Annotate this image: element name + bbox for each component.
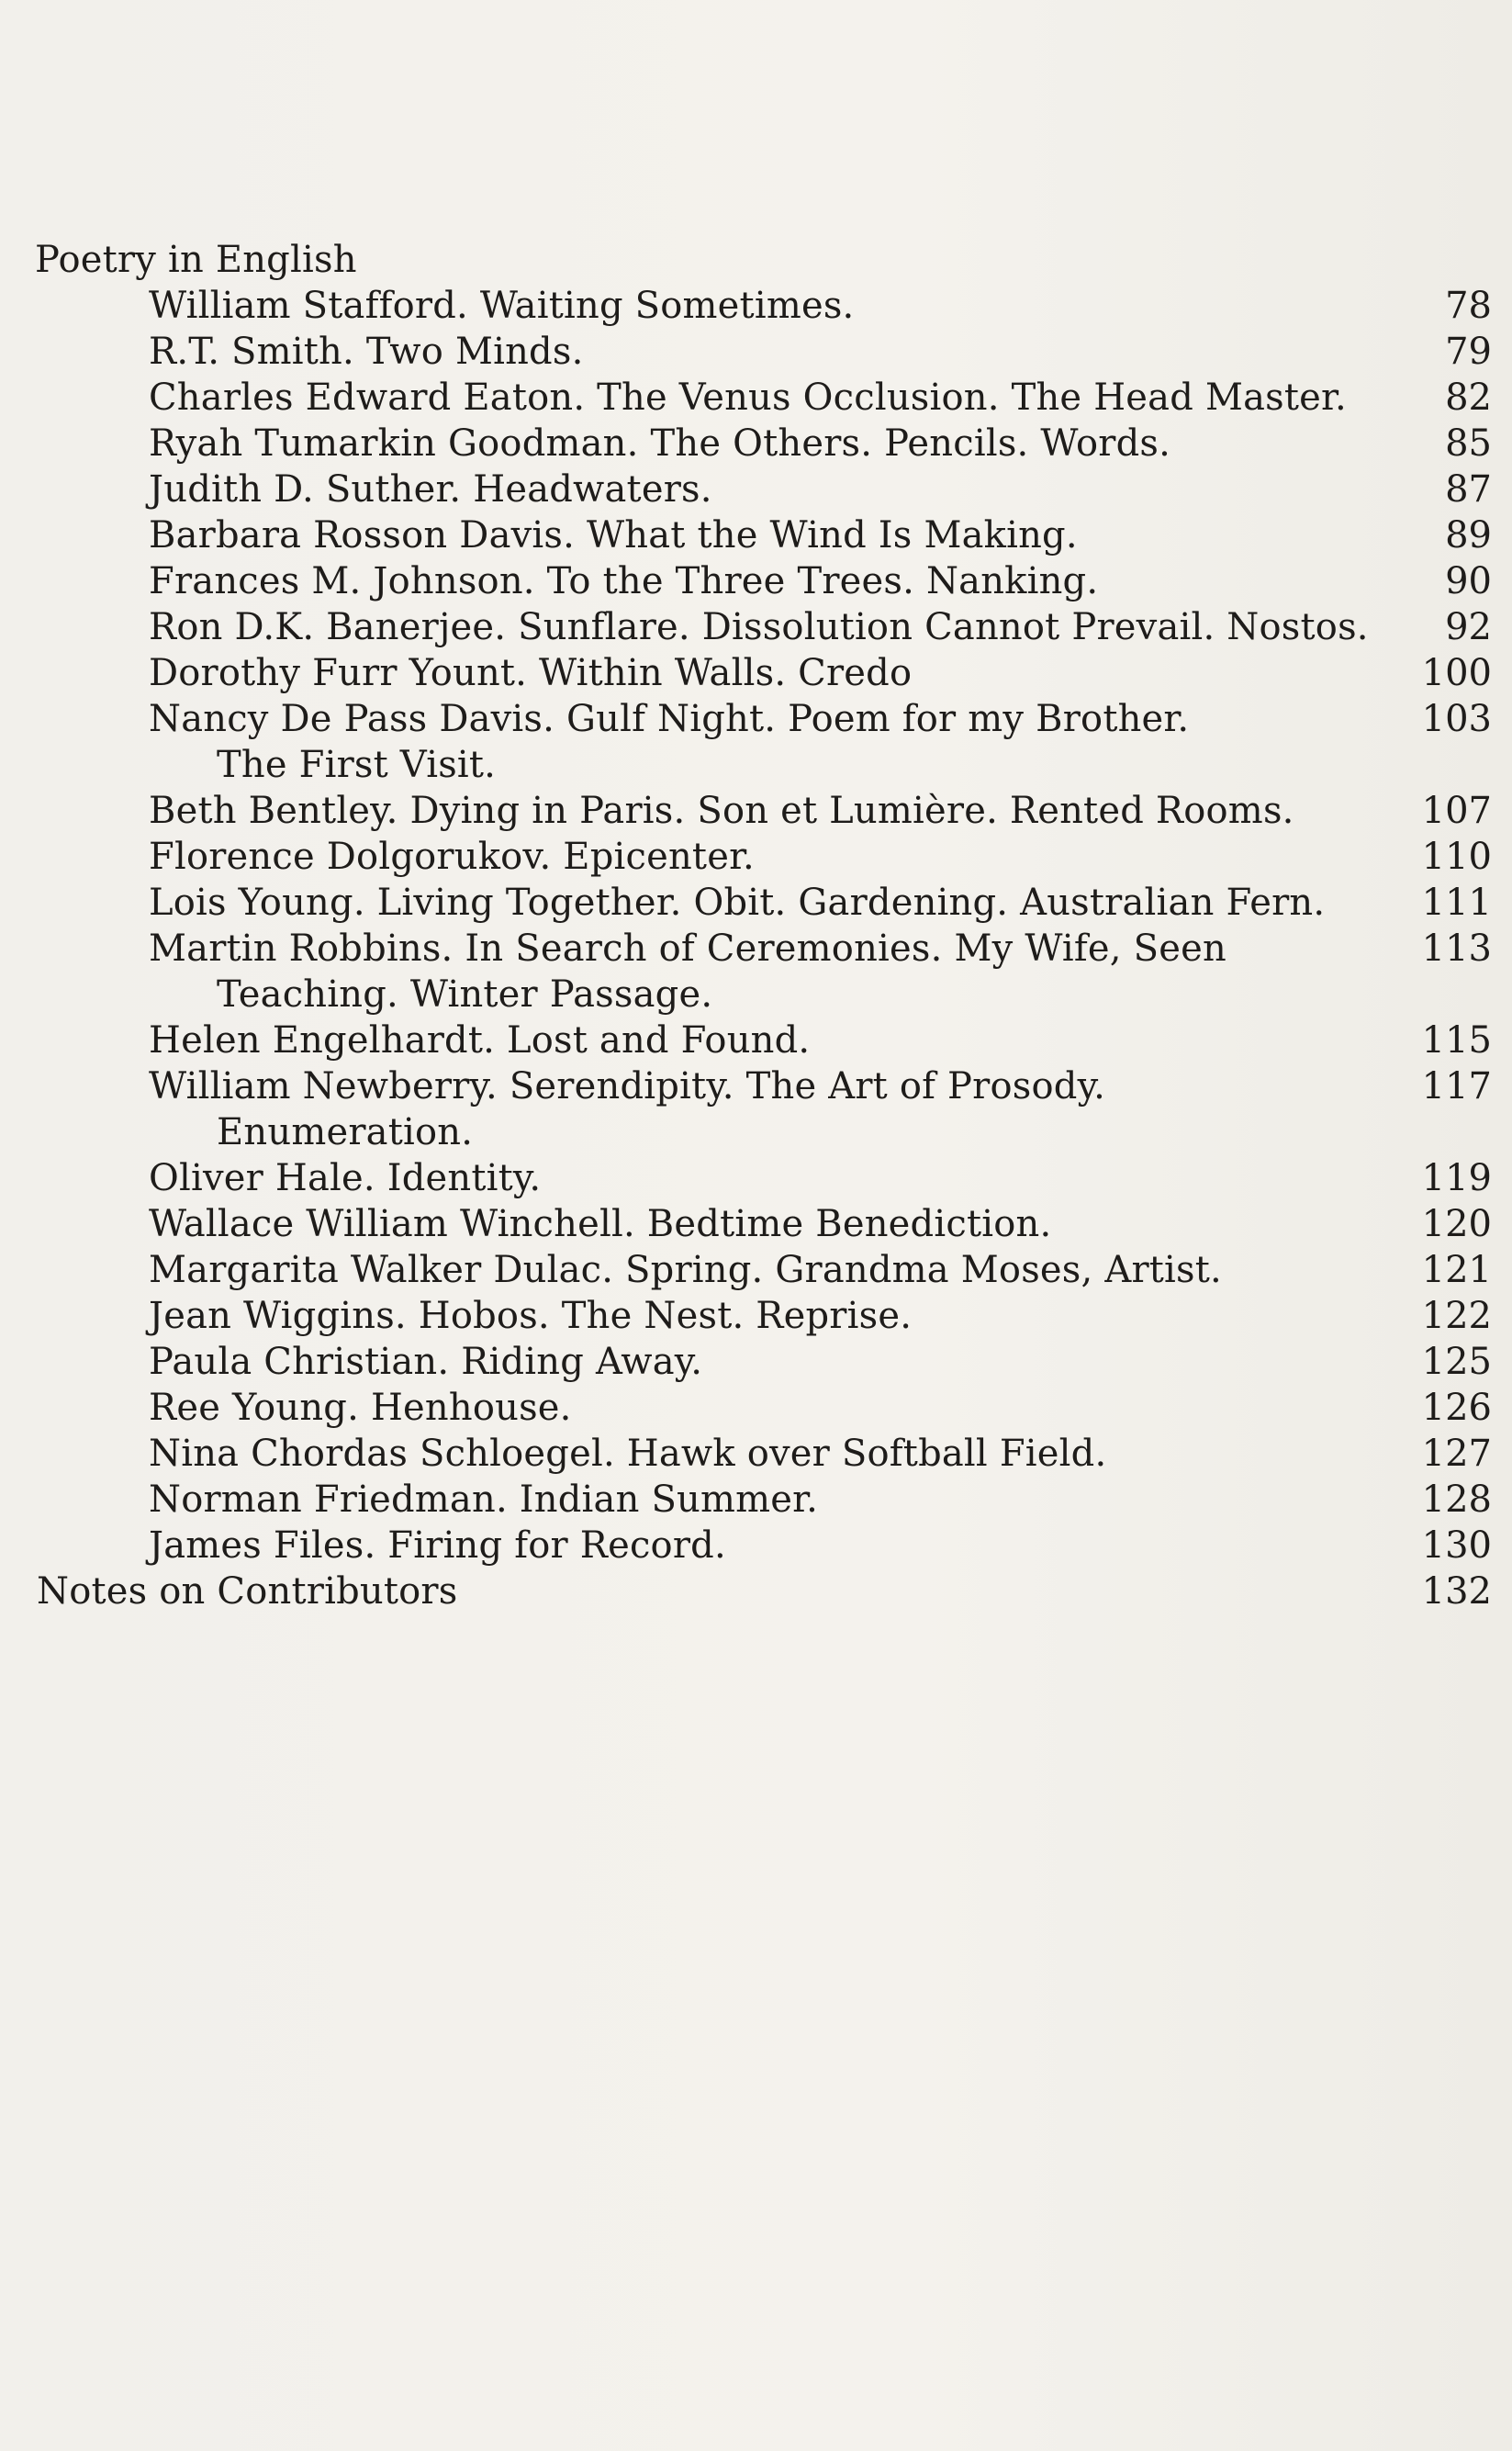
page-number: 103 (1421, 698, 1492, 740)
toc-entry-continuation: Enumeration. (217, 1111, 474, 1153)
page-number: 85 (1445, 422, 1492, 465)
page-number: 119 (1421, 1157, 1492, 1199)
toc-entry: Barbara Rosson Davis. What the Wind Is Making. (149, 514, 1078, 557)
toc-entry: Oliver Hale. Identity. (149, 1157, 542, 1199)
toc-entry: Charles Edward Eaton. The Venus Occlusion. The Head Master. (149, 377, 1347, 419)
toc-entry: Martin Robbins. In Search of Ceremonies. My Wife, Seen (149, 928, 1226, 970)
page-number: 107 (1421, 790, 1492, 832)
toc-entry: Jean Wiggins. Hobos. The Nest. Reprise. (149, 1295, 913, 1337)
toc-entry-continuation: Teaching. Winter Passage. (217, 973, 713, 1016)
page-number: 130 (1421, 1524, 1492, 1567)
toc-entry: Nina Chordas Schloegel. Hawk over Softball Field. (149, 1433, 1107, 1475)
toc-entry: Ree Young. Henhouse. (149, 1387, 572, 1429)
page-number: 120 (1421, 1203, 1492, 1245)
page-number: 87 (1445, 468, 1492, 511)
page-number: 125 (1421, 1341, 1492, 1383)
page-number: 113 (1421, 928, 1492, 970)
page-number: 115 (1421, 1019, 1492, 1062)
page-number: 126 (1421, 1387, 1492, 1429)
page-number: 117 (1421, 1065, 1492, 1107)
page-number: 79 (1445, 331, 1492, 373)
toc-entry: Wallace William Winchell. Bedtime Benediction. (149, 1203, 1052, 1245)
toc-entry: William Newberry. Serendipity. The Art of Prosody. (149, 1065, 1105, 1107)
page-number: 92 (1445, 606, 1492, 648)
page-number: 82 (1445, 377, 1492, 419)
page-number: 121 (1421, 1249, 1492, 1291)
toc-entry: James Files. Firing for Record. (149, 1524, 726, 1567)
toc-entry: Paula Christian. Riding Away. (149, 1341, 703, 1383)
toc-entry: Margarita Walker Dulac. Spring. Grandma Moses, Artist. (149, 1249, 1222, 1291)
page-number: 90 (1445, 560, 1492, 602)
section-heading: Notes on Contributors (37, 1570, 458, 1613)
toc-entry-continuation: The First Visit. (217, 744, 497, 786)
toc-entry: Dorothy Furr Yount. Within Walls. Credo (149, 652, 913, 694)
page-number: 132 (1421, 1570, 1492, 1613)
page-number: 127 (1421, 1433, 1492, 1475)
toc-entry: Florence Dolgorukov. Epicenter. (149, 836, 755, 878)
page-number: 110 (1421, 836, 1492, 878)
page-number: 111 (1421, 882, 1492, 924)
toc-entry: Ryah Tumarkin Goodman. The Others. Pencils. Words. (149, 422, 1171, 465)
toc-entry: Nancy De Pass Davis. Gulf Night. Poem for my Brother. (149, 698, 1190, 740)
page-number: 78 (1445, 285, 1492, 327)
page-number: 122 (1421, 1295, 1492, 1337)
page-number: 128 (1421, 1478, 1492, 1521)
toc-entry: Ron D.K. Banerjee. Sunflare. Dissolution Cannot Prevail. Nostos. (149, 606, 1369, 648)
page-number: 100 (1421, 652, 1492, 694)
toc-entry: Norman Friedman. Indian Summer. (149, 1478, 818, 1521)
toc-entry: Beth Bentley. Dying in Paris. Son et Lumière. Rented Rooms. (149, 790, 1294, 832)
toc-entry: R.T. Smith. Two Minds. (149, 331, 584, 373)
toc-entry: Lois Young. Living Together. Obit. Gardening. Australian Fern. (149, 882, 1326, 924)
toc-entry: Judith D. Suther. Headwaters. (149, 468, 712, 511)
toc-entry: Frances M. Johnson. To the Three Trees. Nanking. (149, 560, 1099, 602)
section-heading: Poetry in English (35, 239, 357, 281)
page-number: 89 (1445, 514, 1492, 557)
toc-entry: William Stafford. Waiting Sometimes. (149, 285, 855, 327)
toc-entry: Helen Engelhardt. Lost and Found. (149, 1019, 811, 1062)
